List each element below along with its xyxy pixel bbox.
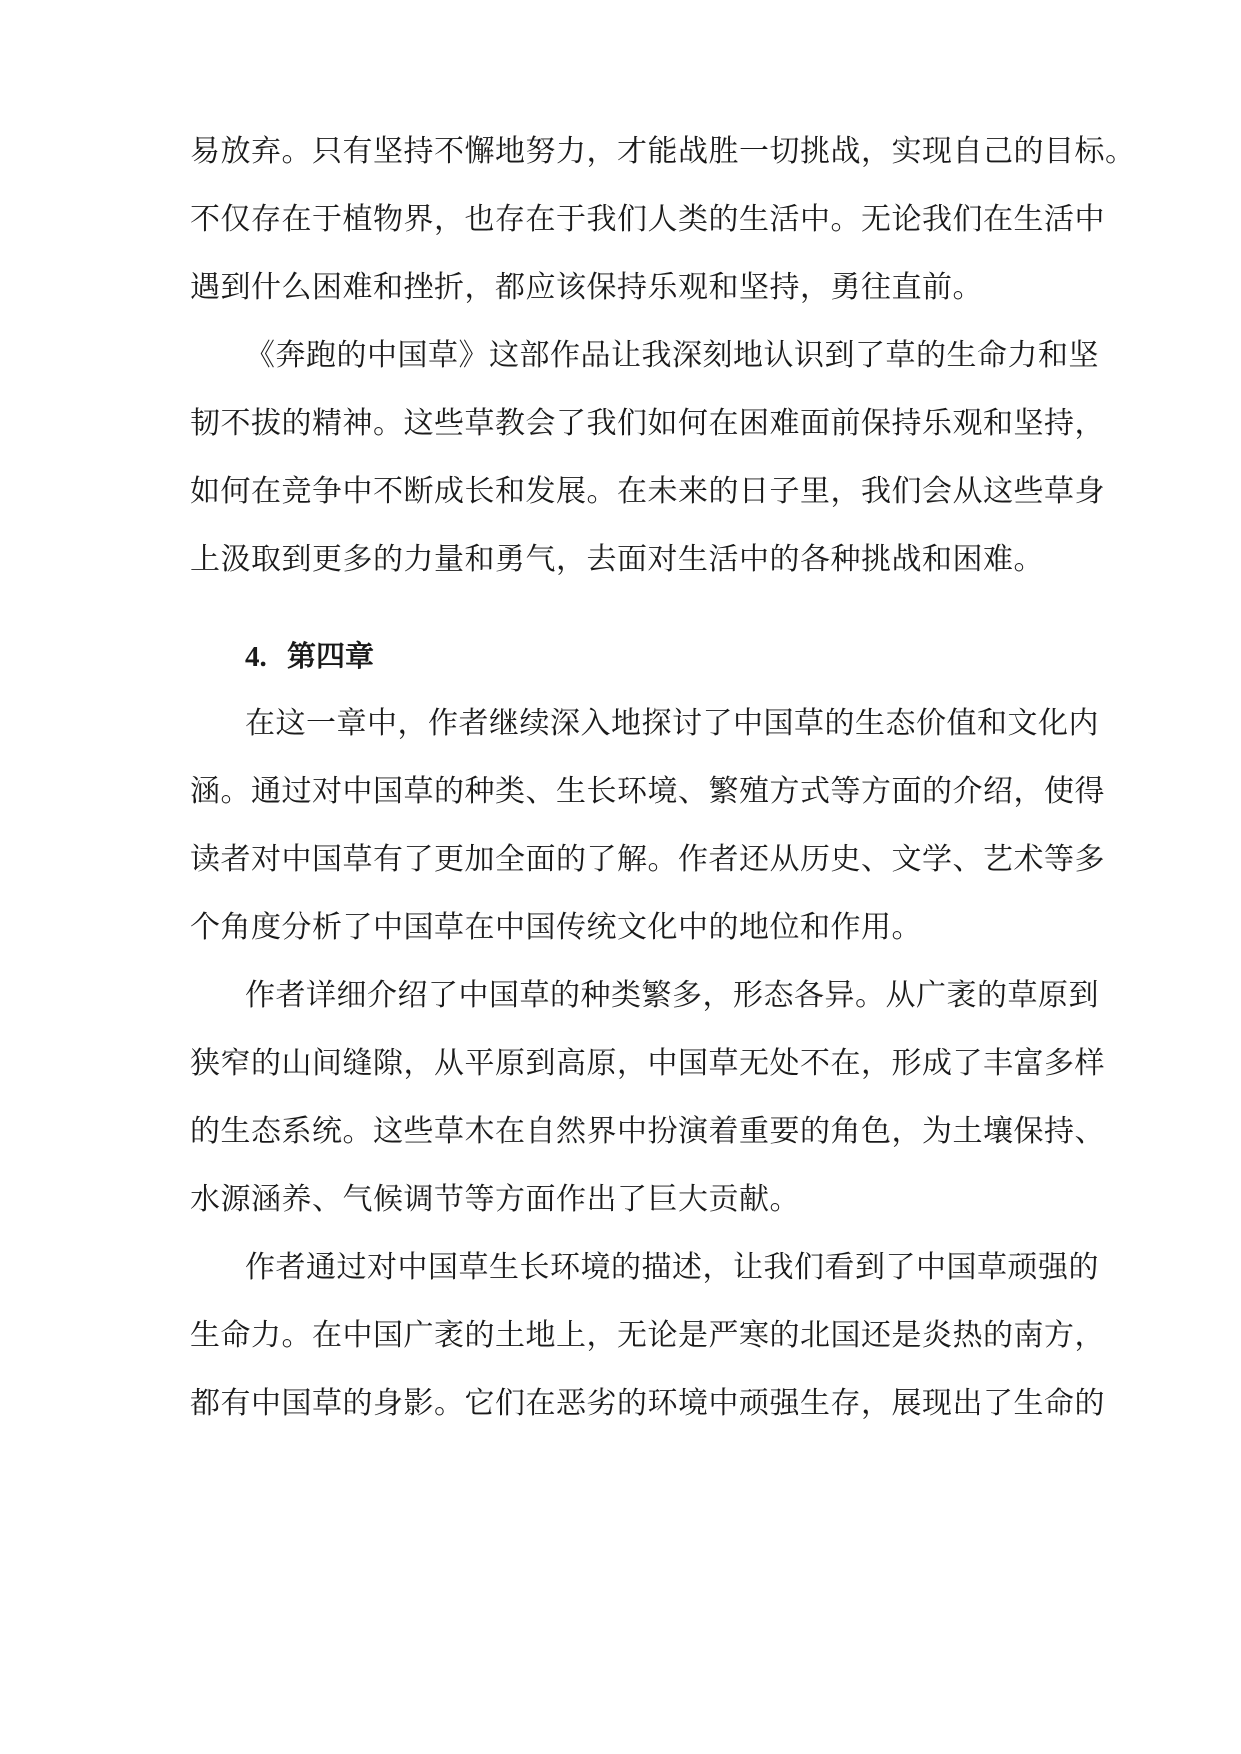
text-line: 上汲取到更多的力量和勇气，去面对生活中的各种挑战和困难。 — [190, 542, 1044, 577]
text-line: 韧不拔的精神。这些草教会了我们如何在困难面前保持乐观和坚持， — [190, 406, 1105, 441]
text-line: 水源涵养、气候调节等方面作出了巨大贡献。 — [190, 1182, 800, 1217]
section-number: 4. — [245, 641, 267, 673]
text-line: 《奔跑的中国草》这部作品让我深刻地认识到了草的生命力和坚 — [245, 338, 1099, 373]
text-line: 作者详细介绍了中国草的种类繁多，形态各异。从广袤的草原到 — [245, 978, 1099, 1013]
text-line: 生命力。在中国广袤的土地上，无论是严寒的北国还是炎热的南方， — [190, 1318, 1105, 1353]
text-line: 在这一章中，作者继续深入地探讨了中国草的生态价值和文化内 — [245, 706, 1099, 741]
text-line: 如何在竞争中不断成长和发展。在未来的日子里，我们会从这些草身 — [190, 474, 1105, 509]
text-line: 涵。通过对中国草的种类、生长环境、繁殖方式等方面的介绍，使得 — [190, 774, 1105, 809]
section-title: 第四章 — [287, 639, 375, 673]
section-heading — [245, 636, 374, 677]
text-line: 作者通过对中国草生长环境的描述，让我们看到了中国草顽强的 — [245, 1250, 1099, 1285]
text-line: 读者对中国草有了更加全面的了解。作者还从历史、文学、艺术等多 — [190, 842, 1105, 877]
text-line: 遇到什么困难和挫折，都应该保持乐观和坚持，勇往直前。 — [190, 270, 983, 305]
text-line: 个角度分析了中国草在中国传统文化中的地位和作用。 — [190, 910, 922, 945]
text-line: 都有中国草的身影。它们在恶劣的环境中顽强生存，展现出了生命的 — [190, 1386, 1105, 1421]
text-line: 狭窄的山间缝隙，从平原到高原，中国草无处不在，形成了丰富多样 — [190, 1046, 1105, 1081]
text-line: 的生态系统。这些草木在自然界中扮演着重要的角色，为土壤保持、 — [190, 1114, 1105, 1149]
text-line: 易放弃。只有坚持不懈地努力，才能战胜一切挑战，实现自己的目标。 — [190, 134, 1136, 169]
text-line: 不仅存在于植物界，也存在于我们人类的生活中。无论我们在生活中 — [190, 202, 1105, 237]
